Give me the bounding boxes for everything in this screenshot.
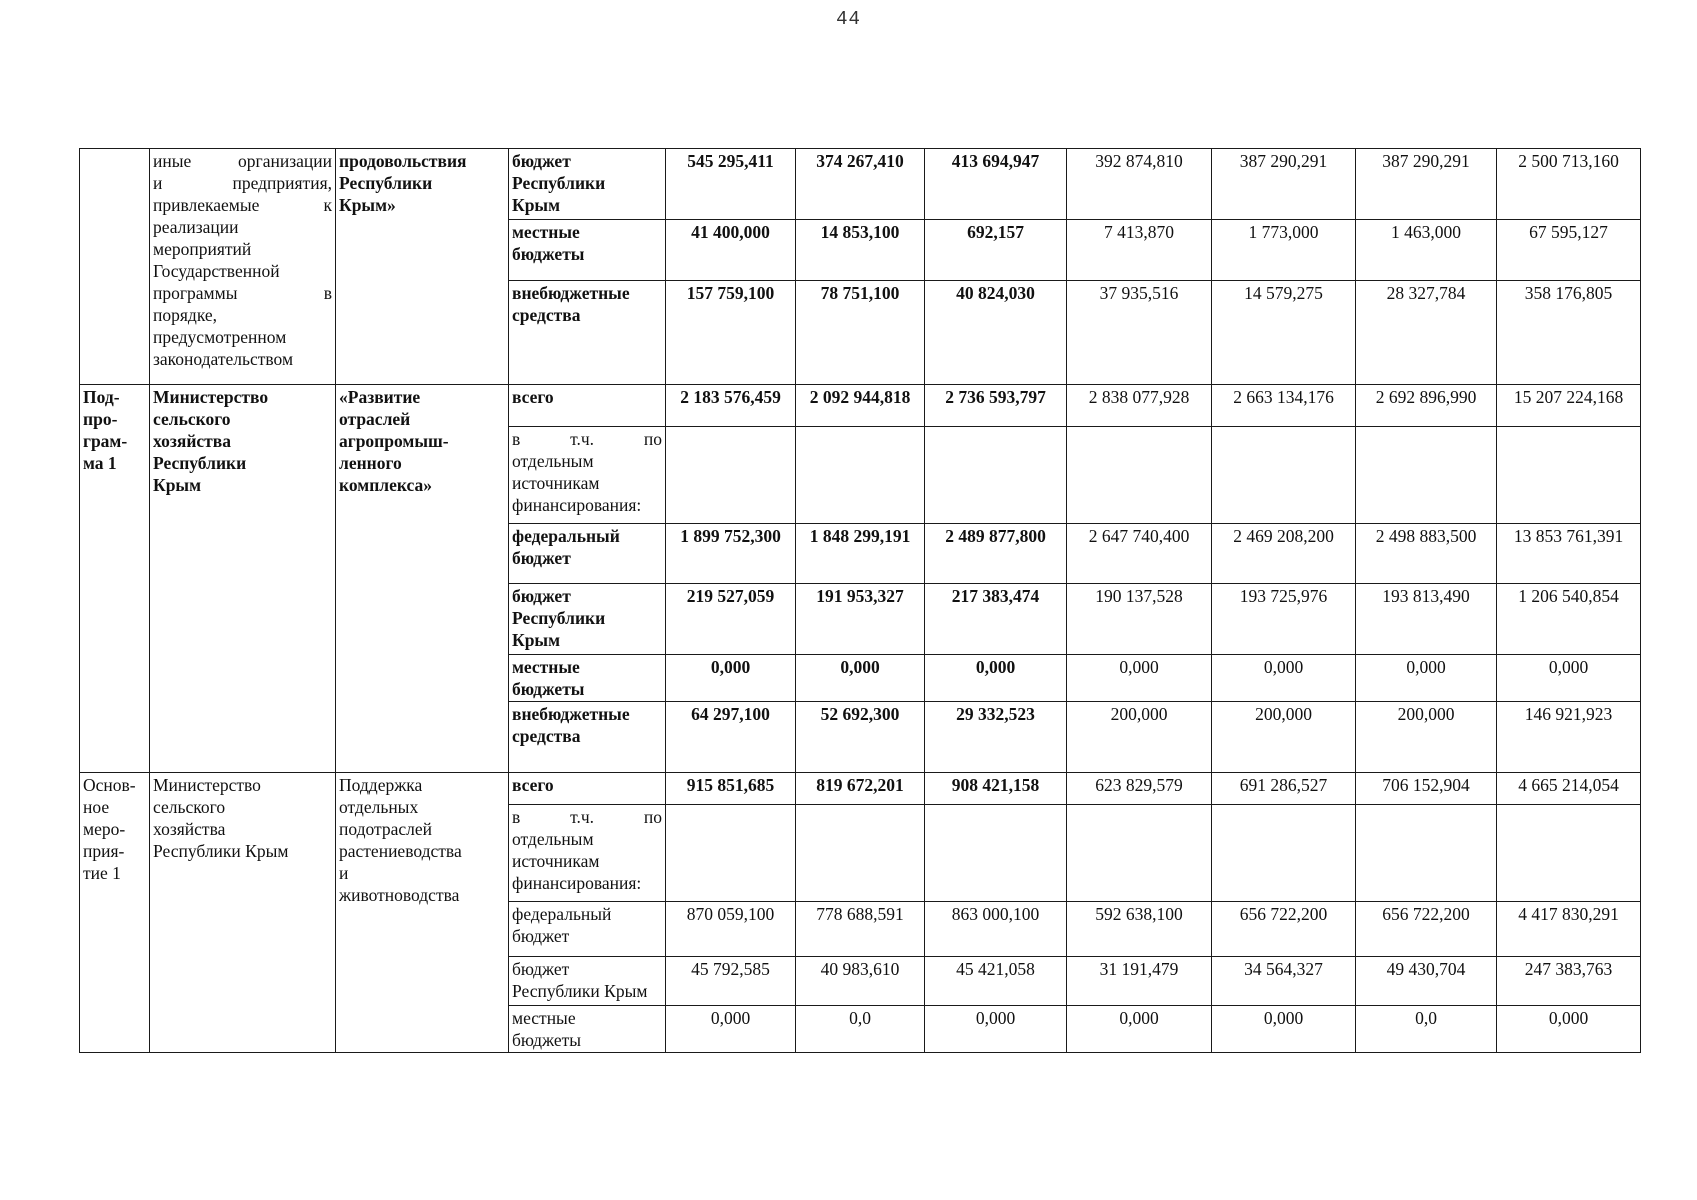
cell-line: ное <box>83 797 110 817</box>
value-cell <box>1356 427 1497 524</box>
value-cell: 387 290,291 <box>1356 149 1497 220</box>
cell-line: животноводства <box>339 885 460 905</box>
word: по <box>643 807 662 827</box>
value-cell: 34 564,327 <box>1212 957 1356 1006</box>
funding-source-cell <box>509 149 666 220</box>
cell-line: местные <box>512 1008 576 1028</box>
value-cell <box>1356 805 1497 902</box>
value-cell: 0,000 <box>1497 1006 1641 1053</box>
value-cell <box>1067 805 1212 902</box>
value-cell: 358 176,805 <box>1497 281 1641 385</box>
value-cell: 656 722,200 <box>1212 902 1356 957</box>
cell-line: сельского <box>153 409 231 429</box>
cell-line: внебюджетные <box>512 283 630 303</box>
cell-line: агропромыш- <box>339 431 449 451</box>
value-cell: 13 853 761,391 <box>1497 524 1641 584</box>
value-cell: 14 853,100 <box>796 220 925 281</box>
cell-line: финансирования: <box>512 873 642 893</box>
value-cell: 157 759,100 <box>666 281 796 385</box>
cell-line: источникам <box>512 473 600 493</box>
cell-line: Республики <box>339 173 433 193</box>
value-cell: 0,000 <box>1212 655 1356 702</box>
cell-line: Министерство <box>153 387 269 407</box>
value-cell: 1 899 752,300 <box>666 524 796 584</box>
funding-source-cell <box>509 220 666 281</box>
value-cell: 1 463,000 <box>1356 220 1497 281</box>
word: предприятия, <box>232 173 332 193</box>
value-cell: 0,000 <box>1067 655 1212 702</box>
cell-line: бюджет <box>512 548 571 568</box>
cell-line: федеральный <box>512 904 612 924</box>
funding-source-cell <box>509 385 666 427</box>
cell-line: бюджеты <box>512 244 585 264</box>
value-cell: 200,000 <box>1067 702 1212 773</box>
page-number: 44 <box>836 8 861 30</box>
value-cell: 15 207 224,168 <box>1497 385 1641 427</box>
cell-line: средства <box>512 726 581 746</box>
cell-line: Республики Крым <box>512 981 648 1001</box>
value-cell: 52 692,300 <box>796 702 925 773</box>
funding-source-cell <box>509 702 666 773</box>
value-cell: 45 421,058 <box>925 957 1067 1006</box>
word: т.ч. <box>570 429 595 449</box>
cell-line: «Развитие <box>339 387 421 407</box>
cell-line: сельского <box>153 797 226 817</box>
word: по <box>643 429 662 449</box>
value-cell: 2 647 740,400 <box>1067 524 1212 584</box>
value-cell: 691 286,527 <box>1212 773 1356 805</box>
value-cell: 2 663 134,176 <box>1212 385 1356 427</box>
table-body <box>80 149 1641 1053</box>
table-row <box>80 773 1641 805</box>
value-cell: 146 921,923 <box>1497 702 1641 773</box>
word: иные <box>153 151 192 171</box>
cell-line <box>153 150 332 172</box>
cell-line: внебюджетные <box>512 704 630 724</box>
value-cell: 200,000 <box>1212 702 1356 773</box>
cell-line: бюджет <box>512 151 571 171</box>
value-cell: 387 290,291 <box>1212 149 1356 220</box>
cell-line: порядке, <box>153 305 218 325</box>
cell-line <box>153 194 332 216</box>
cell-line: бюджет <box>512 959 570 979</box>
value-cell: 49 430,704 <box>1356 957 1497 1006</box>
value-cell: 2 500 713,160 <box>1497 149 1641 220</box>
cell-line: ленного <box>339 453 402 473</box>
cell-line: Республики <box>153 453 247 473</box>
value-cell: 870 059,100 <box>666 902 796 957</box>
word: и <box>153 173 163 193</box>
funding-source-cell <box>509 1006 666 1053</box>
value-cell: 0,0 <box>796 1006 925 1053</box>
executor-cell <box>150 149 336 385</box>
status-cell <box>80 149 150 385</box>
value-cell: 0,0 <box>1356 1006 1497 1053</box>
cell-line: прия- <box>83 841 125 861</box>
cell-line: отдельных <box>339 797 419 817</box>
cell-line: средства <box>512 305 581 325</box>
value-cell: 40 824,030 <box>925 281 1067 385</box>
cell-line: подотраслей <box>339 819 433 839</box>
financing-table <box>79 148 1641 1053</box>
value-cell: 190 137,528 <box>1067 584 1212 655</box>
value-cell: 28 327,784 <box>1356 281 1497 385</box>
cell-line: федеральный <box>512 526 620 546</box>
cell-line: всего <box>512 387 554 407</box>
cell-line: комплекса» <box>339 475 432 495</box>
word: к <box>323 195 332 215</box>
value-cell: 217 383,474 <box>925 584 1067 655</box>
status-cell <box>80 773 150 1053</box>
cell-line: Под- <box>83 387 120 407</box>
value-cell <box>796 805 925 902</box>
cell-line: бюджет <box>512 926 570 946</box>
value-cell <box>925 427 1067 524</box>
value-cell: 4 665 214,054 <box>1497 773 1641 805</box>
cell-line <box>153 172 332 194</box>
cell-line: финансирования: <box>512 495 642 515</box>
executor-cell <box>150 385 336 773</box>
cell-line: Поддержка <box>339 775 423 795</box>
value-cell: 623 829,579 <box>1067 773 1212 805</box>
cell-line <box>153 282 332 304</box>
value-cell: 706 152,904 <box>1356 773 1497 805</box>
value-cell <box>1212 805 1356 902</box>
cell-line: про- <box>83 409 118 429</box>
cell-line: продовольствия <box>339 151 467 171</box>
cell-line: бюджеты <box>512 679 585 699</box>
value-cell: 31 191,479 <box>1067 957 1212 1006</box>
cell-line: Министерство <box>153 775 261 795</box>
value-cell <box>1497 805 1641 902</box>
cell-line: отдельным <box>512 451 594 471</box>
value-cell: 64 297,100 <box>666 702 796 773</box>
value-cell: 392 874,810 <box>1067 149 1212 220</box>
cell-line: растениеводства <box>339 841 462 861</box>
value-cell: 545 295,411 <box>666 149 796 220</box>
table-row <box>80 149 1641 220</box>
cell-line: источникам <box>512 851 600 871</box>
value-cell: 778 688,591 <box>796 902 925 957</box>
funding-source-cell <box>509 427 666 524</box>
cell-line: и <box>339 863 349 883</box>
value-cell: 14 579,275 <box>1212 281 1356 385</box>
funding-source-cell <box>509 805 666 902</box>
cell-line: хозяйства <box>153 819 226 839</box>
cell-line: ма 1 <box>83 453 117 473</box>
value-cell <box>925 805 1067 902</box>
cell-line <box>512 428 662 450</box>
funding-source-cell <box>509 957 666 1006</box>
value-cell: 592 638,100 <box>1067 902 1212 957</box>
funding-source-cell <box>509 773 666 805</box>
value-cell: 0,000 <box>1212 1006 1356 1053</box>
value-cell: 374 267,410 <box>796 149 925 220</box>
value-cell: 200,000 <box>1356 702 1497 773</box>
cell-line: всего <box>512 775 554 795</box>
cell-line: бюджеты <box>512 1030 582 1050</box>
word: т.ч. <box>570 807 595 827</box>
funding-source-cell <box>509 524 666 584</box>
word: в <box>323 283 332 303</box>
value-cell <box>666 427 796 524</box>
value-cell: 0,000 <box>1356 655 1497 702</box>
value-cell: 67 595,127 <box>1497 220 1641 281</box>
value-cell: 45 792,585 <box>666 957 796 1006</box>
cell-line: отраслей <box>339 409 411 429</box>
word: организации <box>238 151 332 171</box>
value-cell: 2 092 944,818 <box>796 385 925 427</box>
cell-line: местные <box>512 222 580 242</box>
cell-line: Республики Крым <box>153 841 289 861</box>
cell-line: бюджет <box>512 586 571 606</box>
funding-source-cell <box>509 655 666 702</box>
value-cell <box>796 427 925 524</box>
value-cell: 2 183 576,459 <box>666 385 796 427</box>
value-cell: 656 722,200 <box>1356 902 1497 957</box>
value-cell <box>1497 427 1641 524</box>
cell-line: хозяйства <box>153 431 231 451</box>
program-name-cell <box>336 149 509 385</box>
funding-source-cell <box>509 902 666 957</box>
value-cell: 41 400,000 <box>666 220 796 281</box>
value-cell: 0,000 <box>1067 1006 1212 1053</box>
value-cell: 1 848 299,191 <box>796 524 925 584</box>
value-cell: 247 383,763 <box>1497 957 1641 1006</box>
cell-line: тие 1 <box>83 863 121 883</box>
cell-line: Основ- <box>83 775 136 795</box>
cell-line: Республики <box>512 608 606 628</box>
value-cell <box>1212 427 1356 524</box>
cell-line: предусмотренном <box>153 327 287 347</box>
executor-cell <box>150 773 336 1053</box>
cell-line: Крым <box>512 630 561 650</box>
word: программы <box>153 283 238 303</box>
value-cell: 193 725,976 <box>1212 584 1356 655</box>
value-cell: 2 498 883,500 <box>1356 524 1497 584</box>
value-cell: 819 672,201 <box>796 773 925 805</box>
cell-line: грам- <box>83 431 128 451</box>
value-cell: 908 421,158 <box>925 773 1067 805</box>
status-cell <box>80 385 150 773</box>
program-name-cell <box>336 385 509 773</box>
value-cell: 692,157 <box>925 220 1067 281</box>
cell-line: местные <box>512 657 580 677</box>
value-cell: 37 935,516 <box>1067 281 1212 385</box>
value-cell: 0,000 <box>666 1006 796 1053</box>
cell-line: меро- <box>83 819 126 839</box>
value-cell: 2 469 208,200 <box>1212 524 1356 584</box>
cell-line: законодательством <box>153 349 294 369</box>
value-cell: 1 773,000 <box>1212 220 1356 281</box>
program-name-cell <box>336 773 509 1053</box>
value-cell: 0,000 <box>925 655 1067 702</box>
value-cell <box>1067 427 1212 524</box>
cell-line: Крым» <box>339 195 396 215</box>
value-cell: 7 413,870 <box>1067 220 1212 281</box>
cell-line: отдельным <box>512 829 594 849</box>
value-cell: 193 813,490 <box>1356 584 1497 655</box>
value-cell: 0,000 <box>666 655 796 702</box>
value-cell: 0,000 <box>925 1006 1067 1053</box>
value-cell: 1 206 540,854 <box>1497 584 1641 655</box>
cell-line: Государственной <box>153 261 280 281</box>
value-cell: 29 332,523 <box>925 702 1067 773</box>
value-cell: 0,000 <box>1497 655 1641 702</box>
cell-line: Крым <box>512 195 561 215</box>
cell-line <box>512 806 662 828</box>
value-cell: 191 953,327 <box>796 584 925 655</box>
cell-line: реализации <box>153 217 239 237</box>
table-row <box>80 385 1641 427</box>
value-cell: 219 527,059 <box>666 584 796 655</box>
value-cell <box>666 805 796 902</box>
cell-line: Крым <box>153 475 202 495</box>
value-cell: 2 838 077,928 <box>1067 385 1212 427</box>
value-cell: 863 000,100 <box>925 902 1067 957</box>
value-cell: 0,000 <box>796 655 925 702</box>
value-cell: 413 694,947 <box>925 149 1067 220</box>
cell-line: мероприятий <box>153 239 252 259</box>
value-cell: 40 983,610 <box>796 957 925 1006</box>
funding-source-cell <box>509 281 666 385</box>
cell-line: Республики <box>512 173 606 193</box>
funding-source-cell <box>509 584 666 655</box>
value-cell: 4 417 830,291 <box>1497 902 1641 957</box>
value-cell: 2 489 877,800 <box>925 524 1067 584</box>
word: в <box>512 429 521 449</box>
value-cell: 2 736 593,797 <box>925 385 1067 427</box>
value-cell: 78 751,100 <box>796 281 925 385</box>
word: привлекаемые <box>153 195 260 215</box>
value-cell: 2 692 896,990 <box>1356 385 1497 427</box>
value-cell: 915 851,685 <box>666 773 796 805</box>
word: в <box>512 807 521 827</box>
